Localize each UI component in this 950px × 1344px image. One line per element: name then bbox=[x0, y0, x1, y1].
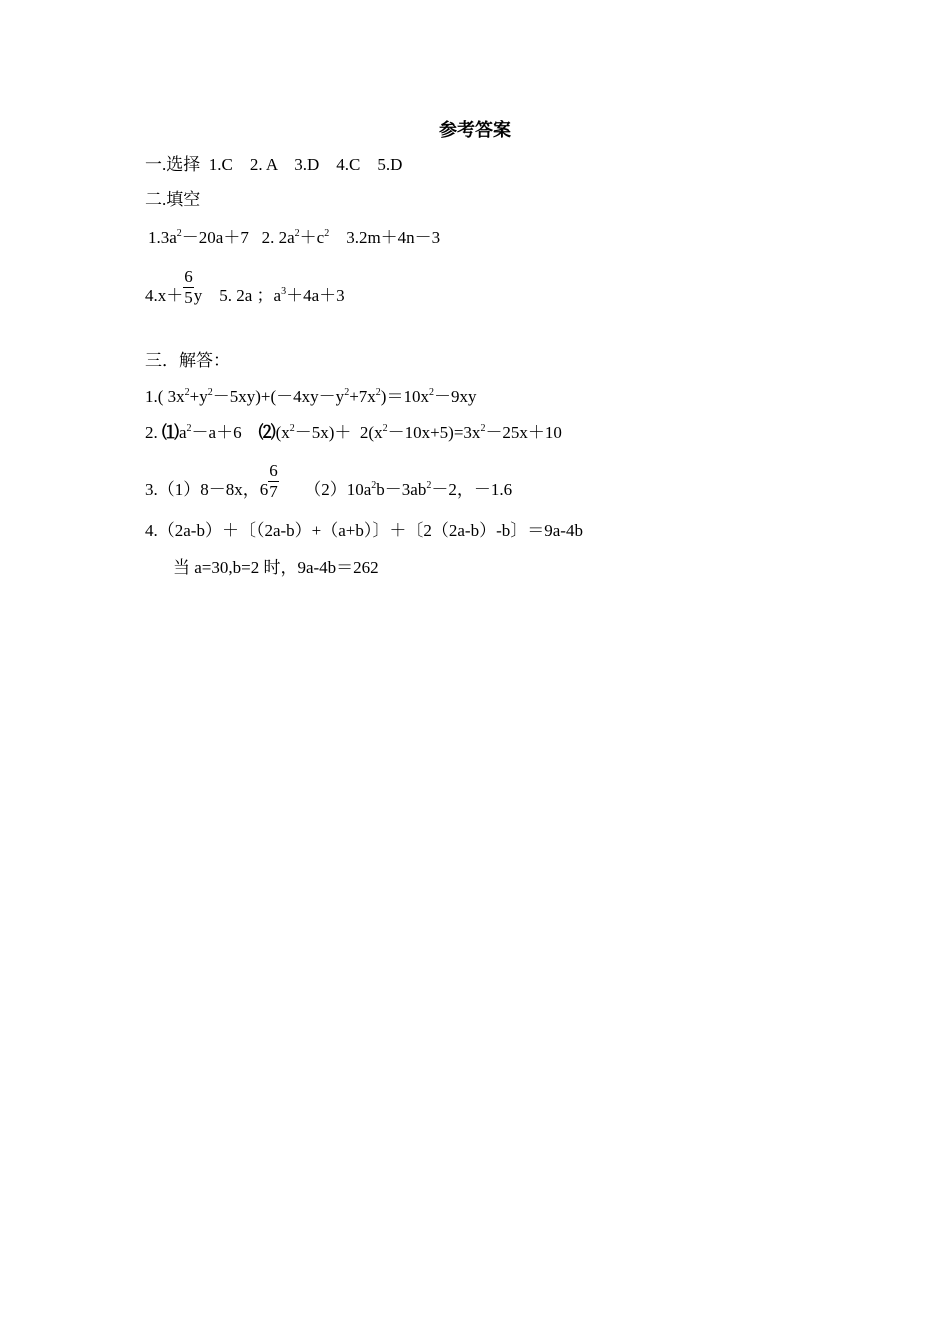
solution-1: 1.( $3x^2+y^2-5xy)+(-4xy-y^2+7x^2)=10x^2-9xy$ bbox=[145, 387, 477, 406]
fill-answers-line-1: $1.3a^2-20a+7$ 2. $2a^2+c^2$ 3.2m＋4n－3 bbox=[148, 228, 441, 247]
solution-4-evaluation: 当 a=30,b=2 时，9a-4b＝262 bbox=[173, 558, 379, 577]
choice-answer-5: 5.D bbox=[377, 155, 403, 174]
solution-4: 4.（2a-b）＋〔（2a-b）+（a+b）〕＋〔2（2a-b）-b〕＝9a-4b bbox=[145, 521, 583, 540]
part-marker-1: ⑴ bbox=[162, 423, 179, 442]
choice-answer-1: 1.C bbox=[208, 155, 233, 174]
solution-3: 3.（1）8－8x，6 $\frac{6}{7}$ $(2)10a^2b-3ab^2-2$，－1.6 bbox=[145, 461, 513, 501]
fraction-6-7: $\frac{6}{7}$ bbox=[269, 461, 278, 501]
choice-answers-line bbox=[145, 155, 402, 175]
choice-answer-2: 2. A bbox=[249, 155, 278, 174]
section3-label: 三．解答： bbox=[145, 351, 230, 370]
choice-answer-4: 4.C bbox=[336, 155, 361, 174]
choice-answer-3: 3.D bbox=[294, 155, 320, 174]
fraction-6-5: $\frac{6}{5}$ bbox=[184, 267, 193, 307]
part-marker-2: ⑵ bbox=[258, 423, 276, 442]
section2-label: 二.填空 bbox=[145, 190, 201, 209]
solution-2: 2. $⑴a^2-a+6$ $⑵(x^2-5x)+ 2(x^2-10x+5)=3x^2-25x+10$ bbox=[145, 423, 562, 442]
page-title: 参考答案 bbox=[439, 120, 511, 140]
fill-answers-line-2: 4.x＋ $\frac{6}{5}$ y 5. 2a ；$a^3+4a+3$ bbox=[145, 267, 345, 307]
section1-label: 一.选择 bbox=[145, 155, 201, 174]
